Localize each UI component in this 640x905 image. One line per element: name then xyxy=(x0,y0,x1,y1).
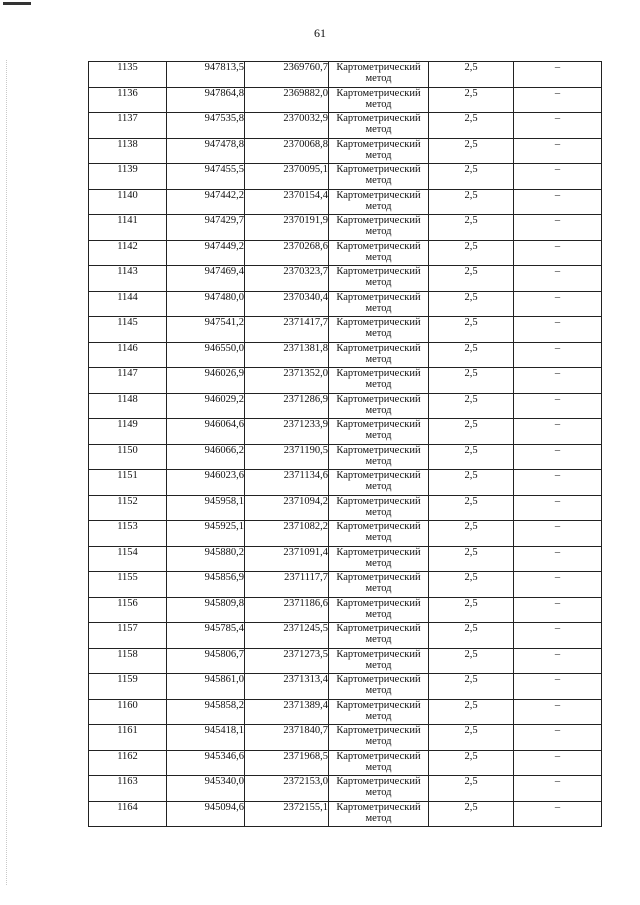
method-text: метод xyxy=(365,200,392,212)
method-text: метод xyxy=(365,787,392,798)
note-cell: – xyxy=(514,572,602,598)
method-text: метод xyxy=(365,404,392,416)
x-coordinate-cell: 946064,6 xyxy=(167,419,245,445)
x-coordinate-cell: 947864,8 xyxy=(167,87,245,113)
note-cell: – xyxy=(514,674,602,700)
method-cell xyxy=(329,546,429,572)
method-cell xyxy=(329,419,429,445)
method-text: метод xyxy=(365,481,392,492)
note-cell: – xyxy=(514,495,602,521)
method-text: Картометрический xyxy=(336,495,421,507)
point-number-cell: 1160 xyxy=(89,699,167,725)
note-cell: – xyxy=(514,521,602,547)
point-number-cell: 1161 xyxy=(89,725,167,751)
table-row xyxy=(89,801,602,827)
method-text: метод xyxy=(365,149,392,161)
note-cell: – xyxy=(514,164,602,190)
method-text: метод xyxy=(365,634,392,645)
table-row xyxy=(89,342,602,368)
accuracy-cell: 2,5 xyxy=(429,189,514,215)
method-text: метод xyxy=(365,175,392,186)
point-number-cell: 1135 xyxy=(89,62,167,88)
accuracy-cell: 2,5 xyxy=(429,470,514,496)
y-coordinate-cell: 2371286,9 xyxy=(245,393,329,419)
method-text: метод xyxy=(365,251,392,263)
note-cell: – xyxy=(514,138,602,164)
x-coordinate-cell: 945925,1 xyxy=(167,521,245,547)
x-coordinate-cell: 947541,2 xyxy=(167,317,245,343)
method-text: Картометрический xyxy=(336,368,421,379)
method-text: Картометрический xyxy=(336,444,421,456)
method-text: Картометрический xyxy=(336,266,421,277)
table-row xyxy=(89,750,602,776)
accuracy-cell: 2,5 xyxy=(429,750,514,776)
note-cell: – xyxy=(514,189,602,215)
note-cell: – xyxy=(514,62,602,88)
point-number-cell: 1137 xyxy=(89,113,167,139)
method-text: Картометрический xyxy=(336,342,421,354)
method-cell xyxy=(329,750,429,776)
method-text: метод xyxy=(365,685,392,696)
point-number-cell: 1159 xyxy=(89,674,167,700)
method-cell xyxy=(329,521,429,547)
table-row xyxy=(89,240,602,266)
x-coordinate-cell: 945861,0 xyxy=(167,674,245,700)
table-row xyxy=(89,291,602,317)
method-text: метод xyxy=(365,608,392,620)
method-text: Картометрический xyxy=(336,572,421,583)
table-row xyxy=(89,62,602,88)
method-text: метод xyxy=(365,583,392,594)
x-coordinate-cell: 947469,4 xyxy=(167,266,245,292)
x-coordinate-cell: 947429,7 xyxy=(167,215,245,241)
point-number-cell: 1144 xyxy=(89,291,167,317)
x-coordinate-cell: 945418,1 xyxy=(167,725,245,751)
y-coordinate-cell: 2371968,5 xyxy=(245,750,329,776)
point-number-cell: 1146 xyxy=(89,342,167,368)
method-cell xyxy=(329,291,429,317)
method-text: Картометрический xyxy=(336,699,421,711)
method-cell xyxy=(329,470,429,496)
table-row xyxy=(89,699,602,725)
table-row xyxy=(89,266,602,292)
method-text: метод xyxy=(365,506,392,518)
point-number-cell: 1136 xyxy=(89,87,167,113)
y-coordinate-cell: 2369882,0 xyxy=(245,87,329,113)
note-cell: – xyxy=(514,317,602,343)
x-coordinate-cell: 947478,8 xyxy=(167,138,245,164)
method-text: метод xyxy=(365,98,392,110)
method-cell xyxy=(329,495,429,521)
method-text: метод xyxy=(365,710,392,722)
accuracy-cell: 2,5 xyxy=(429,674,514,700)
accuracy-cell: 2,5 xyxy=(429,317,514,343)
method-text: Картометрический xyxy=(336,291,421,303)
method-text: Картометрический xyxy=(336,215,421,226)
point-number-cell: 1155 xyxy=(89,572,167,598)
method-text: Картометрический xyxy=(336,674,421,685)
table-row xyxy=(89,444,602,470)
point-number-cell: 1152 xyxy=(89,495,167,521)
table-row xyxy=(89,393,602,419)
y-coordinate-cell: 2371190,5 xyxy=(245,444,329,470)
x-coordinate-cell: 946029,2 xyxy=(167,393,245,419)
method-cell xyxy=(329,87,429,113)
accuracy-cell: 2,5 xyxy=(429,699,514,725)
method-text: метод xyxy=(365,557,392,569)
y-coordinate-cell: 2372153,0 xyxy=(245,776,329,802)
y-coordinate-cell: 2371245,5 xyxy=(245,623,329,649)
method-text: метод xyxy=(365,659,392,671)
x-coordinate-cell: 946550,0 xyxy=(167,342,245,368)
accuracy-cell: 2,5 xyxy=(429,87,514,113)
point-number-cell: 1157 xyxy=(89,623,167,649)
method-text: Картометрический xyxy=(336,189,421,201)
accuracy-cell: 2,5 xyxy=(429,597,514,623)
point-number-cell: 1151 xyxy=(89,470,167,496)
point-number-cell: 1163 xyxy=(89,776,167,802)
method-text: Картометрический xyxy=(336,138,421,150)
table-row xyxy=(89,317,602,343)
table-row xyxy=(89,419,602,445)
x-coordinate-cell: 945346,6 xyxy=(167,750,245,776)
method-text: метод xyxy=(365,430,392,441)
method-cell xyxy=(329,444,429,470)
scan-edge-dots xyxy=(6,60,7,885)
accuracy-cell: 2,5 xyxy=(429,801,514,827)
method-cell xyxy=(329,648,429,674)
y-coordinate-cell: 2371381,8 xyxy=(245,342,329,368)
y-coordinate-cell: 2370068,8 xyxy=(245,138,329,164)
table-row xyxy=(89,674,602,700)
accuracy-cell: 2,5 xyxy=(429,623,514,649)
y-coordinate-cell: 2369760,7 xyxy=(245,62,329,88)
table-row xyxy=(89,164,602,190)
accuracy-cell: 2,5 xyxy=(429,393,514,419)
note-cell: – xyxy=(514,368,602,394)
method-cell xyxy=(329,240,429,266)
method-text: метод xyxy=(365,226,392,237)
accuracy-cell: 2,5 xyxy=(429,495,514,521)
y-coordinate-cell: 2371273,5 xyxy=(245,648,329,674)
y-coordinate-cell: 2370154,4 xyxy=(245,189,329,215)
method-cell xyxy=(329,725,429,751)
accuracy-cell: 2,5 xyxy=(429,164,514,190)
note-cell: – xyxy=(514,623,602,649)
method-text: Картометрический xyxy=(336,240,421,252)
method-cell xyxy=(329,393,429,419)
method-cell xyxy=(329,189,429,215)
accuracy-cell: 2,5 xyxy=(429,521,514,547)
method-text: метод xyxy=(365,302,392,314)
method-text: Картометрический xyxy=(336,393,421,405)
table-row xyxy=(89,368,602,394)
note-cell: – xyxy=(514,291,602,317)
point-number-cell: 1149 xyxy=(89,419,167,445)
x-coordinate-cell: 946023,6 xyxy=(167,470,245,496)
note-cell: – xyxy=(514,470,602,496)
x-coordinate-cell: 947442,2 xyxy=(167,189,245,215)
table-row xyxy=(89,495,602,521)
method-text: метод xyxy=(365,736,392,747)
accuracy-cell: 2,5 xyxy=(429,368,514,394)
note-cell: – xyxy=(514,444,602,470)
table-row xyxy=(89,597,602,623)
method-cell xyxy=(329,266,429,292)
method-text: метод xyxy=(365,761,392,773)
method-cell xyxy=(329,776,429,802)
accuracy-cell: 2,5 xyxy=(429,776,514,802)
method-cell xyxy=(329,572,429,598)
method-cell xyxy=(329,215,429,241)
accuracy-cell: 2,5 xyxy=(429,240,514,266)
accuracy-cell: 2,5 xyxy=(429,266,514,292)
y-coordinate-cell: 2371117,7 xyxy=(245,572,329,598)
method-cell xyxy=(329,368,429,394)
accuracy-cell: 2,5 xyxy=(429,546,514,572)
note-cell: – xyxy=(514,750,602,776)
method-cell xyxy=(329,164,429,190)
y-coordinate-cell: 2372155,1 xyxy=(245,801,329,827)
x-coordinate-cell: 947449,2 xyxy=(167,240,245,266)
x-coordinate-cell: 947480,0 xyxy=(167,291,245,317)
method-text: Картометрический xyxy=(336,521,421,532)
method-text: Картометрический xyxy=(336,419,421,430)
method-text: метод xyxy=(365,124,392,135)
accuracy-cell: 2,5 xyxy=(429,648,514,674)
method-cell xyxy=(329,801,429,827)
method-text: Картометрический xyxy=(336,750,421,762)
x-coordinate-cell: 946066,2 xyxy=(167,444,245,470)
note-cell: – xyxy=(514,597,602,623)
method-cell xyxy=(329,138,429,164)
method-text: Картометрический xyxy=(336,62,421,73)
point-number-cell: 1148 xyxy=(89,393,167,419)
point-number-cell: 1141 xyxy=(89,215,167,241)
y-coordinate-cell: 2370191,9 xyxy=(245,215,329,241)
table-row xyxy=(89,215,602,241)
table-row xyxy=(89,648,602,674)
method-text: Картометрический xyxy=(336,801,421,813)
method-text: Картометрический xyxy=(336,648,421,660)
method-text: метод xyxy=(365,532,392,543)
x-coordinate-cell: 945856,9 xyxy=(167,572,245,598)
y-coordinate-cell: 2371389,4 xyxy=(245,699,329,725)
table-row xyxy=(89,521,602,547)
y-coordinate-cell: 2371134,6 xyxy=(245,470,329,496)
point-number-cell: 1164 xyxy=(89,801,167,827)
table-row xyxy=(89,470,602,496)
x-coordinate-cell: 945958,1 xyxy=(167,495,245,521)
point-number-cell: 1156 xyxy=(89,597,167,623)
note-cell: – xyxy=(514,266,602,292)
coordinates-table xyxy=(88,61,602,827)
y-coordinate-cell: 2371417,7 xyxy=(245,317,329,343)
point-number-cell: 1145 xyxy=(89,317,167,343)
note-cell: – xyxy=(514,546,602,572)
x-coordinate-cell: 945785,4 xyxy=(167,623,245,649)
x-coordinate-cell: 945340,0 xyxy=(167,776,245,802)
method-text: Картометрический xyxy=(336,776,421,787)
y-coordinate-cell: 2371840,7 xyxy=(245,725,329,751)
method-text: Картометрический xyxy=(336,164,421,175)
coordinates-table-body xyxy=(89,62,602,827)
note-cell: – xyxy=(514,725,602,751)
x-coordinate-cell: 945809,8 xyxy=(167,597,245,623)
accuracy-cell: 2,5 xyxy=(429,725,514,751)
y-coordinate-cell: 2370095,1 xyxy=(245,164,329,190)
y-coordinate-cell: 2371352,0 xyxy=(245,368,329,394)
table-row xyxy=(89,572,602,598)
note-cell: – xyxy=(514,393,602,419)
table-row xyxy=(89,546,602,572)
method-text: Картометрический xyxy=(336,87,421,99)
method-text: Картометрический xyxy=(336,725,421,736)
y-coordinate-cell: 2371094,2 xyxy=(245,495,329,521)
point-number-cell: 1158 xyxy=(89,648,167,674)
method-text: метод xyxy=(365,73,392,84)
accuracy-cell: 2,5 xyxy=(429,444,514,470)
note-cell: – xyxy=(514,113,602,139)
x-coordinate-cell: 946026,9 xyxy=(167,368,245,394)
x-coordinate-cell: 947535,8 xyxy=(167,113,245,139)
point-number-cell: 1139 xyxy=(89,164,167,190)
accuracy-cell: 2,5 xyxy=(429,138,514,164)
table-row xyxy=(89,725,602,751)
point-number-cell: 1153 xyxy=(89,521,167,547)
point-number-cell: 1140 xyxy=(89,189,167,215)
y-coordinate-cell: 2370032,9 xyxy=(245,113,329,139)
method-cell xyxy=(329,699,429,725)
x-coordinate-cell: 945806,7 xyxy=(167,648,245,674)
y-coordinate-cell: 2371091,4 xyxy=(245,546,329,572)
x-coordinate-cell: 945858,2 xyxy=(167,699,245,725)
table-row xyxy=(89,138,602,164)
method-cell xyxy=(329,62,429,88)
method-text: Картометрический xyxy=(336,623,421,634)
y-coordinate-cell: 2371082,2 xyxy=(245,521,329,547)
y-coordinate-cell: 2370323,7 xyxy=(245,266,329,292)
page-number: 61 xyxy=(314,26,326,40)
method-text: метод xyxy=(365,812,392,824)
method-text: Картометрический xyxy=(336,470,421,481)
note-cell: – xyxy=(514,87,602,113)
table-row xyxy=(89,776,602,802)
accuracy-cell: 2,5 xyxy=(429,62,514,88)
note-cell: – xyxy=(514,801,602,827)
method-cell xyxy=(329,674,429,700)
x-coordinate-cell: 947455,5 xyxy=(167,164,245,190)
y-coordinate-cell: 2370340,4 xyxy=(245,291,329,317)
table-row xyxy=(89,113,602,139)
method-text: метод xyxy=(365,328,392,339)
accuracy-cell: 2,5 xyxy=(429,291,514,317)
method-text: метод xyxy=(365,353,392,365)
x-coordinate-cell: 947813,5 xyxy=(167,62,245,88)
method-text: метод xyxy=(365,277,392,288)
x-coordinate-cell: 945880,2 xyxy=(167,546,245,572)
y-coordinate-cell: 2371233,9 xyxy=(245,419,329,445)
table-row xyxy=(89,87,602,113)
note-cell: – xyxy=(514,419,602,445)
y-coordinate-cell: 2370268,6 xyxy=(245,240,329,266)
method-cell xyxy=(329,623,429,649)
method-text: метод xyxy=(365,379,392,390)
point-number-cell: 1143 xyxy=(89,266,167,292)
method-cell xyxy=(329,597,429,623)
point-number-cell: 1138 xyxy=(89,138,167,164)
note-cell: – xyxy=(514,776,602,802)
scan-corner-mark xyxy=(3,2,31,5)
accuracy-cell: 2,5 xyxy=(429,215,514,241)
point-number-cell: 1154 xyxy=(89,546,167,572)
method-text: Картометрический xyxy=(336,597,421,609)
method-text: Картометрический xyxy=(336,113,421,124)
point-number-cell: 1162 xyxy=(89,750,167,776)
x-coordinate-cell: 945094,6 xyxy=(167,801,245,827)
accuracy-cell: 2,5 xyxy=(429,113,514,139)
note-cell: – xyxy=(514,215,602,241)
note-cell: – xyxy=(514,342,602,368)
accuracy-cell: 2,5 xyxy=(429,419,514,445)
method-text: Картометрический xyxy=(336,317,421,328)
table-row xyxy=(89,189,602,215)
note-cell: – xyxy=(514,648,602,674)
point-number-cell: 1150 xyxy=(89,444,167,470)
accuracy-cell: 2,5 xyxy=(429,342,514,368)
method-text: Картометрический xyxy=(336,546,421,558)
point-number-cell: 1142 xyxy=(89,240,167,266)
accuracy-cell: 2,5 xyxy=(429,572,514,598)
note-cell: – xyxy=(514,699,602,725)
y-coordinate-cell: 2371186,6 xyxy=(245,597,329,623)
method-cell xyxy=(329,113,429,139)
table-row xyxy=(89,623,602,649)
method-text: метод xyxy=(365,455,392,467)
point-number-cell: 1147 xyxy=(89,368,167,394)
method-cell xyxy=(329,317,429,343)
method-cell xyxy=(329,342,429,368)
y-coordinate-cell: 2371313,4 xyxy=(245,674,329,700)
note-cell: – xyxy=(514,240,602,266)
